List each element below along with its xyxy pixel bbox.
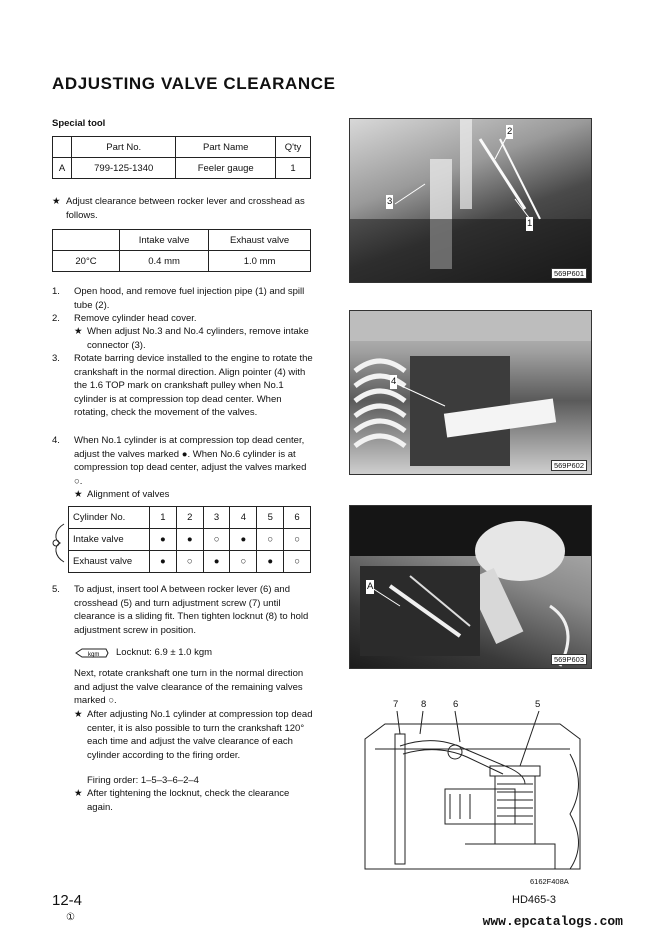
- callout-2: 2: [507, 126, 513, 137]
- table-cell: Intake valve: [69, 529, 150, 551]
- torque-spec: kgm Locknut: 6.9 ± 1.0 kgm: [74, 646, 314, 660]
- star-icon: ★: [74, 788, 83, 799]
- table-cell: 0.4 mm: [120, 251, 209, 272]
- table-cell: ●: [230, 529, 257, 551]
- table-cell: 799-125-1340: [72, 158, 176, 179]
- star-icon: ★: [52, 196, 61, 207]
- table-header-cell: [53, 230, 120, 251]
- star-icon: ★: [74, 709, 83, 720]
- table-header-cell: Q'ty: [276, 137, 311, 158]
- page-title: ADJUSTING VALVE CLEARANCE: [52, 74, 336, 93]
- table-cell: ○: [284, 529, 311, 551]
- next-note: Next, rotate crankshaft one turn in the normal direction and adjust the valve clearance of the remaining valves marked ○.: [74, 668, 304, 706]
- table-cell: 1.0 mm: [209, 251, 311, 272]
- rocker-arm-diagram: [355, 694, 598, 890]
- table-cell: ●: [257, 551, 284, 573]
- table-header-cell: 4: [230, 507, 257, 529]
- callout-5: 5: [535, 699, 541, 710]
- after-note: ★ After adjusting No.1 cylinder at compression top dead center, it is also possible to turn the crankshaft 120° each time and adjust the valve clearance of each cylinder according to the firing order.: [74, 709, 313, 761]
- bracket-icon: [50, 520, 68, 566]
- watermark-url: www.epcatalogs.com: [482, 914, 623, 929]
- callout-1: 1: [527, 218, 533, 229]
- step-1: 1. Open hood, and remove fuel injection pipe (1) and spill tube (2).: [52, 286, 305, 311]
- callout-8: 8: [421, 699, 427, 710]
- table-header-cell: Exhaust valve: [209, 230, 311, 251]
- table-header-cell: 1: [150, 507, 177, 529]
- callout-6: 6: [453, 699, 459, 710]
- figure-code: 569P603: [551, 654, 587, 665]
- table-cell: A: [53, 158, 72, 179]
- page-sub-number: ①: [66, 912, 75, 923]
- callout-7: 7: [393, 699, 399, 710]
- step-2-note: ★ When adjust No.3 and No.4 cylinders, remove intake connector (3).: [74, 326, 309, 351]
- firing-order: Firing order: 1–5–3–6–2–4: [87, 775, 199, 786]
- step-2: 2. Remove cylinder head cover.: [52, 313, 197, 324]
- model-number: HD465-3: [512, 894, 557, 906]
- table-cell: ●: [150, 529, 177, 551]
- table-cell: ○: [284, 551, 311, 573]
- star-icon: ★: [74, 489, 83, 500]
- star-icon: ★: [74, 326, 83, 337]
- callout-3: 3: [387, 196, 393, 207]
- table-cell: ○: [257, 529, 284, 551]
- callout-4: 4: [391, 376, 397, 387]
- alignment-table: [68, 506, 311, 573]
- table-cell: ●: [203, 551, 230, 573]
- engine-photo-1: [349, 118, 592, 283]
- torque-wrench-icon: [74, 647, 110, 659]
- table-cell: ○: [203, 529, 230, 551]
- table-header-cell: Cylinder No.: [69, 507, 150, 529]
- step-5: 5. To adjust, insert tool A between rocker lever (6) and crosshead (5) and turn adjustment screw (7) until clearance is a sliding fit. Then tighten locknut (8) to hold adjustment screw in position.: [52, 584, 309, 636]
- table-cell: ●: [176, 529, 203, 551]
- table-header-cell: 6: [284, 507, 311, 529]
- callout-a: A: [367, 581, 374, 592]
- special-tool-label: Special tool: [52, 118, 106, 129]
- page-number: 12-4: [52, 892, 83, 909]
- step-4: 4. When No.1 cylinder is at compression top dead center, adjust the valves marked ●. When No.6 cylinder is at compression top dead center, adjust the valves marked ○.: [52, 435, 307, 487]
- figure-code: 569P602: [551, 460, 587, 471]
- svg-text:kgm: kgm: [88, 652, 100, 658]
- figure-code: 6162F408A: [530, 877, 569, 886]
- table-header-cell: Part No.: [72, 137, 176, 158]
- final-note: ★ After tightening the locknut, check the clearance again.: [74, 788, 290, 813]
- figure-code: 569P601: [551, 268, 587, 279]
- table-cell: 20°C: [53, 251, 120, 272]
- table-cell: Feeler gauge: [176, 158, 276, 179]
- special-tool-table: [52, 136, 311, 179]
- step-4-note: ★ Alignment of valves: [74, 489, 170, 500]
- table-header-cell: Part Name: [176, 137, 276, 158]
- table-header-cell: 3: [203, 507, 230, 529]
- table-cell: ○: [176, 551, 203, 573]
- table-header-cell: 5: [257, 507, 284, 529]
- table-header-cell: [53, 137, 72, 158]
- table-cell: Exhaust valve: [69, 551, 150, 573]
- table-header-cell: 2: [176, 507, 203, 529]
- table-cell: ●: [150, 551, 177, 573]
- table-header-cell: Intake valve: [120, 230, 209, 251]
- adjustment-photo: [349, 505, 592, 669]
- crankshaft-pulley-photo: [349, 310, 592, 475]
- table-cell: 1: [276, 158, 311, 179]
- step-3: 3. Rotate barring device installed to the engine to rotate the crankshaft in the normal direction. Align pointer (4) with the 1.6 TOP mark on crankshaft pulley when No.1 cylinder is at compression top dead center. When rotating, check the movement of the valves.: [52, 353, 313, 418]
- clearance-table: [52, 229, 311, 272]
- table-cell: ○: [230, 551, 257, 573]
